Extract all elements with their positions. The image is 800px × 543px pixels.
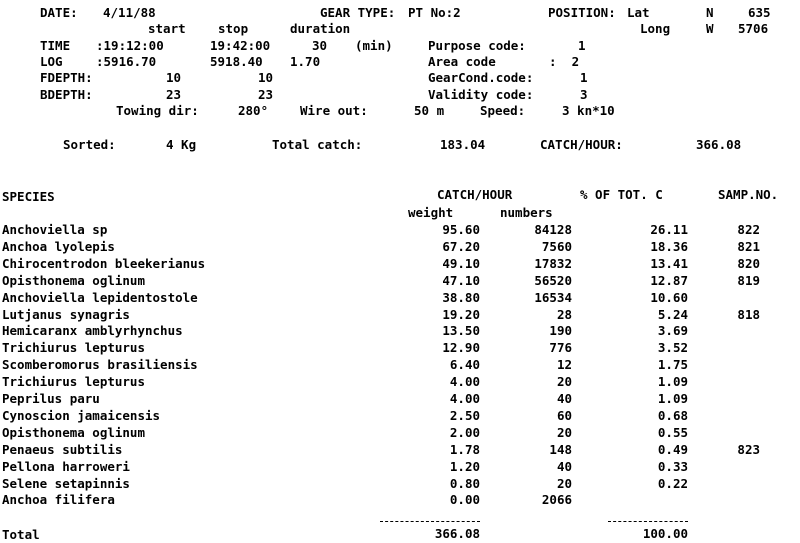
species-name: Opisthonema oglinum: [2, 273, 145, 288]
gear-type-value: PT No:2: [408, 5, 461, 20]
catch-numbers: 20: [556, 476, 572, 491]
total-catch-label: Total catch:: [272, 137, 363, 152]
catch-per-hour-header: CATCH/HOUR: [437, 187, 513, 202]
towing-dir-value: 280°: [238, 103, 269, 118]
log-duration: 1.70: [290, 54, 321, 69]
catch-numbers: 17832: [534, 256, 572, 271]
fdepth-label: FDEPTH:: [40, 70, 93, 85]
percent-of-total: 18.36: [650, 239, 688, 254]
species-name: Peprilus paru: [2, 391, 100, 406]
species-name: Chirocentrodon bleekerianus: [2, 256, 206, 271]
species-name: Hemicaranx amblyrhynchus: [2, 323, 183, 338]
catch-numbers: 28: [556, 307, 572, 322]
species-name: Anchoviella sp: [2, 222, 108, 237]
bdepth-label: BDEPTH:: [40, 87, 93, 102]
sample-number-header: SAMP.NO.: [718, 187, 779, 202]
catch-weight: 4.00: [449, 374, 480, 389]
time-label: TIME: [40, 38, 71, 53]
col-start-header: start: [148, 21, 186, 36]
catch-numbers: 12: [556, 357, 572, 372]
catch-weight: 1.78: [449, 442, 480, 457]
species-name: Trichiurus lepturus: [2, 340, 145, 355]
percent-of-total: 13.41: [650, 256, 688, 271]
position-label: POSITION:: [548, 5, 616, 20]
catch-weight: 12.90: [442, 340, 480, 355]
percent-of-total: 0.33: [657, 459, 688, 474]
log-label: LOG: [40, 54, 63, 69]
purpose-code-label: Purpose code:: [428, 38, 526, 53]
catch-numbers: 20: [556, 425, 572, 440]
catch-weight: 38.80: [442, 290, 480, 305]
log-stop: 5918.40: [210, 54, 263, 69]
catch-numbers: 776: [549, 340, 572, 355]
catch-weight: 49.10: [442, 256, 480, 271]
sample-number: 820: [737, 256, 760, 271]
percent-of-total: 3.69: [657, 323, 688, 338]
date-value: 4/11/88: [103, 5, 156, 20]
species-header: SPECIES: [2, 189, 55, 204]
total-label: Total: [2, 527, 40, 542]
percent-of-total: 1.09: [657, 374, 688, 389]
catch-weight: 6.40: [449, 357, 480, 372]
catch-numbers: 40: [556, 459, 572, 474]
sample-number: 819: [737, 273, 760, 288]
sample-number: 821: [737, 239, 760, 254]
time-stop: 19:42:00: [210, 38, 271, 53]
percent-of-total: 1.09: [657, 391, 688, 406]
catch-numbers: 16534: [534, 290, 572, 305]
total-weight: 366.08: [434, 526, 480, 541]
gearcond-code-value: 1: [580, 70, 588, 85]
bdepth-stop: 23: [258, 87, 274, 102]
percent-of-total: 1.75: [657, 357, 688, 372]
species-name: Selene setapinnis: [2, 476, 130, 491]
speed-label: Speed:: [480, 103, 526, 118]
area-code-value: : 2: [549, 54, 580, 69]
time-duration: 30: [312, 38, 328, 53]
purpose-code-value: 1: [578, 38, 586, 53]
long-hemisphere: W: [706, 21, 714, 36]
total-catch-value: 183.04: [440, 137, 486, 152]
percent-of-total: 10.60: [650, 290, 688, 305]
catch-weight: 2.00: [449, 425, 480, 440]
species-name: Scomberomorus brasiliensis: [2, 357, 198, 372]
time-start: :19:12:00: [96, 38, 164, 53]
percent-of-total: 5.24: [657, 307, 688, 322]
species-name: Pellona harroweri: [2, 459, 130, 474]
percent-of-total: 12.87: [650, 273, 688, 288]
catch-per-hour-label: CATCH/HOUR:: [540, 137, 623, 152]
catch-numbers: 56520: [534, 273, 572, 288]
speed-value: 3 kn*10: [562, 103, 615, 118]
total-percent: 100.00: [642, 526, 688, 541]
lat-value: 635: [748, 5, 771, 20]
long-value: 5706: [738, 21, 769, 36]
catch-numbers: 20: [556, 374, 572, 389]
percent-of-total: 26.11: [650, 222, 688, 237]
percent-of-total-header: % OF TOT. C: [580, 187, 663, 202]
weight-total-rule: [380, 521, 480, 522]
catch-numbers: 84128: [534, 222, 572, 237]
col-duration-header: duration: [290, 21, 351, 36]
towing-dir-label: Towing dir:: [116, 103, 199, 118]
percent-total-rule: [608, 521, 688, 522]
catch-numbers: 190: [549, 323, 572, 338]
log-start: :5916.70: [96, 54, 157, 69]
species-name: Lutjanus synagris: [2, 307, 130, 322]
species-name: Penaeus subtilis: [2, 442, 123, 457]
gearcond-code-label: GearCond.code:: [428, 70, 534, 85]
validity-code-value: 3: [580, 87, 588, 102]
percent-of-total: 0.68: [657, 408, 688, 423]
catch-numbers: 148: [549, 442, 572, 457]
percent-of-total: 3.52: [657, 340, 688, 355]
catch-weight: 2.50: [449, 408, 480, 423]
weight-header: weight: [408, 205, 454, 220]
catch-weight: 0.00: [449, 492, 480, 507]
species-name: Opisthonema oglinum: [2, 425, 145, 440]
time-unit: (min): [355, 38, 393, 53]
catch-numbers: 40: [556, 391, 572, 406]
date-label: DATE:: [40, 5, 78, 20]
wire-out-label: Wire out:: [300, 103, 368, 118]
catch-weight: 0.80: [449, 476, 480, 491]
validity-code-label: Validity code:: [428, 87, 534, 102]
area-code-label: Area code: [428, 54, 496, 69]
long-label: Long: [640, 21, 671, 36]
sorted-label: Sorted:: [63, 137, 116, 152]
catch-weight: 4.00: [449, 391, 480, 406]
sample-number: 822: [737, 222, 760, 237]
numbers-header: numbers: [500, 205, 553, 220]
fdepth-start: 10: [166, 70, 182, 85]
lat-hemisphere: N: [706, 5, 714, 20]
catch-weight: 13.50: [442, 323, 480, 338]
species-name: Anchoa lyolepis: [2, 239, 115, 254]
catch-weight: 19.20: [442, 307, 480, 322]
percent-of-total: 0.55: [657, 425, 688, 440]
species-name: Anchoa filifera: [2, 492, 115, 507]
species-name: Anchoviella lepidentostole: [2, 290, 198, 305]
gear-type-label: GEAR TYPE:: [320, 5, 396, 20]
percent-of-total: 0.22: [657, 476, 688, 491]
percent-of-total: 0.49: [657, 442, 688, 457]
bdepth-start: 23: [166, 87, 182, 102]
catch-numbers: 2066: [541, 492, 572, 507]
sample-number: 823: [737, 442, 760, 457]
catch-weight: 67.20: [442, 239, 480, 254]
sample-number: 818: [737, 307, 760, 322]
species-name: Cynoscion jamaicensis: [2, 408, 161, 423]
lat-label: Lat: [627, 5, 650, 20]
fdepth-stop: 10: [258, 70, 274, 85]
catch-per-hour-value: 366.08: [696, 137, 742, 152]
catch-weight: 1.20: [449, 459, 480, 474]
catch-numbers: 60: [556, 408, 572, 423]
col-stop-header: stop: [218, 21, 249, 36]
sorted-value: 4 Kg: [166, 137, 197, 152]
species-name: Trichiurus lepturus: [2, 374, 145, 389]
catch-weight: 47.10: [442, 273, 480, 288]
wire-out-value: 50 m: [414, 103, 445, 118]
catch-numbers: 7560: [541, 239, 572, 254]
catch-weight: 95.60: [442, 222, 480, 237]
